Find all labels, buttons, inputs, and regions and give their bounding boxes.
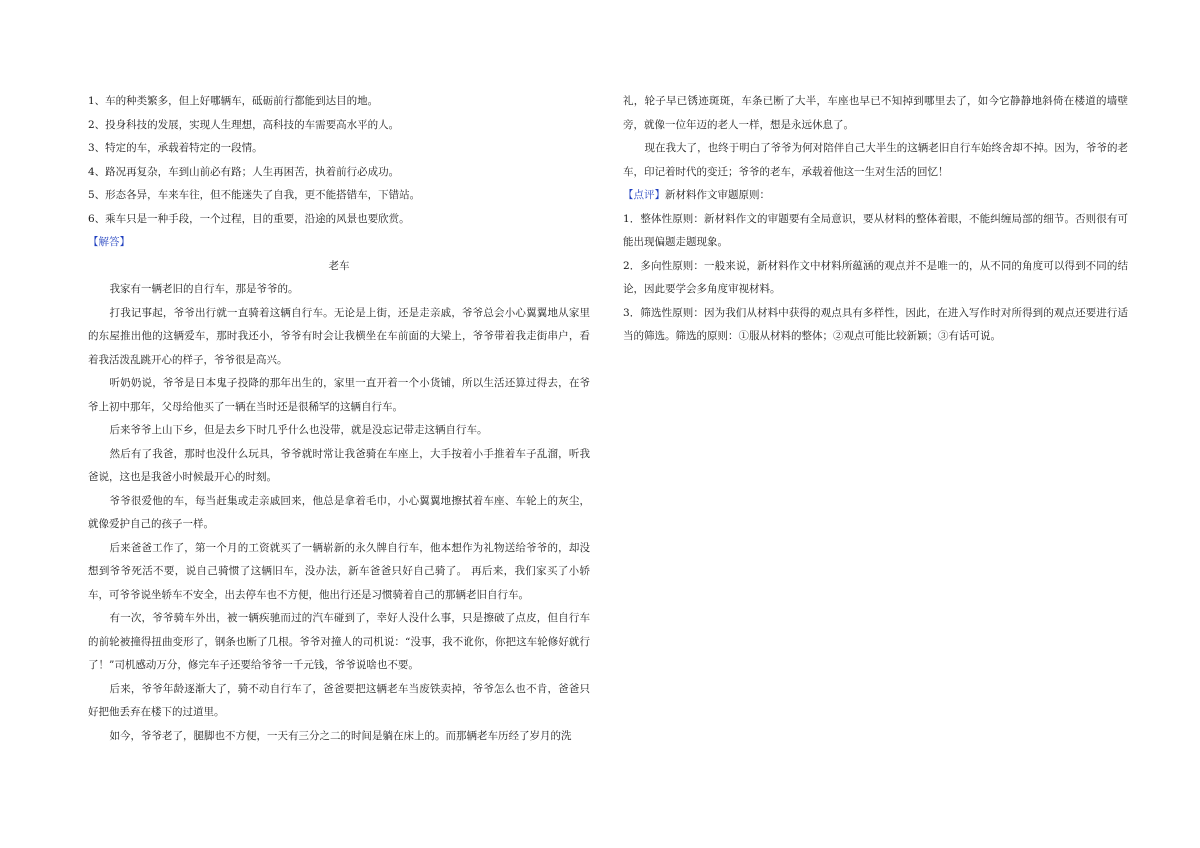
essay-paragraph: 然后有了我爸，那时也没什么玩具，爷爷就时常让我爸骑在车座上，大手按着小手推着车子乱溜，听我爸说，这也是我爸小时候最开心的时刻。 <box>88 447 590 483</box>
essay-paragraph: 后来，爷爷年龄逐渐大了，骑不动自行车了，爸爸要把这辆老车当废铁卖掉，爷爷怎么也不肯，爸爸只好把他丢弃在楼下的过道里。 <box>88 682 590 718</box>
essay-closing: 现在我大了，也终于明白了爷爷为何对陪伴自己大半生的这辆老旧自行车始终舍却不掉。因为，爷爷的老车，印记着时代的变迁；爷爷的老车，承载着他这一生对生活的回忆！ <box>623 142 1128 178</box>
list-item-1: 1、车的种类繁多，但上好哪辆车，砥砺前行都能到达目的地。 <box>88 95 379 107</box>
list-item-3: 3、特定的车，承载着特定的一段情。 <box>88 142 263 154</box>
comment-line <box>623 184 1128 208</box>
principle-3: 3．筛选性原则：因为我们从材料中获得的观点具有多样性，因此，在进入写作时对所得到的观点还要进行适当的筛选。筛选的原则：①服从材料的整体；②观点可能比较新颖；③有话可说。 <box>623 306 1128 342</box>
list-item-2: 2、投身科技的发展，实现人生理想，高科技的车需要高水平的人。 <box>88 118 400 131</box>
essay-paragraph: 爷爷很爱他的车，每当赶集或走亲戚回来，他总是拿着毛巾，小心翼翼地擦拭着车座、车轮上的灰尘，就像爱护自己的孩子一样。 <box>88 494 590 530</box>
essay-paragraph: 我家有一辆老旧的自行车，那是爷爷的。 <box>109 283 299 295</box>
essay-continuation: 礼，轮子早已锈迹斑斑，车条已断了大半，车座也早已不知掉到哪里去了，如今它静静地斜倚在楼道的墙壁旁，就像一位年迈的老人一样，想是永远休息了。 <box>623 95 1128 131</box>
principle-1: 1．整体性原则：新材料作文的审题要有全局意识，要从材料的整体着眼，不能纠缠局部的细节。否则很有可能出现偏题走题现象。 <box>623 212 1128 248</box>
list-item-4: 4、路况再复杂，车到山前必有路；人生再困苦，执着前行必成功。 <box>88 165 400 178</box>
principle-2: 2．多向性原则：一般来说，新材料作文中材料所蕴涵的观点并不是唯一的，从不同的角度可以得到不同的结论，因此要学会多角度审视材料。 <box>623 259 1128 295</box>
comment-heading: 【点评】 <box>623 189 665 201</box>
essay-paragraph: 后来爷爷上山下乡，但是去乡下时几乎什么也没带，就是没忘记带走这辆自行车。 <box>109 424 488 436</box>
answer-heading: 【解答】 <box>88 236 130 248</box>
essay-paragraph: 打我记事起，爷爷出行就一直骑着这辆自行车。无论是上街，还是走亲戚，爷爷总会小心翼翼地从家里的东屋推出他的这辆爱车，那时我还小，爷爷有时会让我横坐在车前面的大梁上，爷爷带着我走街串户，看着我活泼乱跳开心的样子，爷爷很是高兴。 <box>88 306 590 366</box>
comment-intro: 新材料作文审题原则： <box>665 189 770 201</box>
list-item-6: 6、乘车只是一种手段，一个过程，目的重要，沿途的风景也要欣赏。 <box>88 212 410 225</box>
essay-paragraph: 后来爸爸工作了，第一个月的工资就买了一辆崭新的永久牌自行车，他本想作为礼物送给爷爷的，却没想到爷爷死活不要，说自己骑惯了这辆旧车，没办法，新车爸爸只好自己骑了。 再后来，我们家买了小轿车，可爷爷说坐轿车不安全，出去停车也不方便，他出行还是习惯骑着自己的那辆老旧自行车。 <box>88 541 590 601</box>
essay-paragraph: 如今，爷爷老了，腿脚也不方便，一天有三分之二的时间是躺在床上的。而那辆老车历经了岁月的洗 <box>109 729 572 742</box>
essay-paragraph: 有一次，爷爷骑车外出，被一辆疾驰而过的汽车碰到了，幸好人没什么事，只是擦破了点皮，但自行车的前轮被撞得扭曲变形了，钢条也断了几根。爷爷对撞人的司机说：“没事，我不讹你，你把这车轮修好就行了！”司机感动万分，修完车子还要给爷爷一千元钱，爷爷说啥也不要。 <box>88 612 590 671</box>
essay-title: 老车 <box>328 259 350 272</box>
left-column <box>88 90 590 748</box>
essay-paragraph: 听奶奶说，爷爷是日本鬼子投降的那年出生的，家里一直开着一个小货铺，所以生活还算过得去，在爷爷上初中那年，父母给他买了一辆在当时还是很稀罕的这辆自行车。 <box>88 377 590 413</box>
right-column <box>623 90 1128 349</box>
list-item-5: 5、形态各异，车来车往，但不能迷失了自我，更不能搭错车，下错站。 <box>88 189 421 201</box>
